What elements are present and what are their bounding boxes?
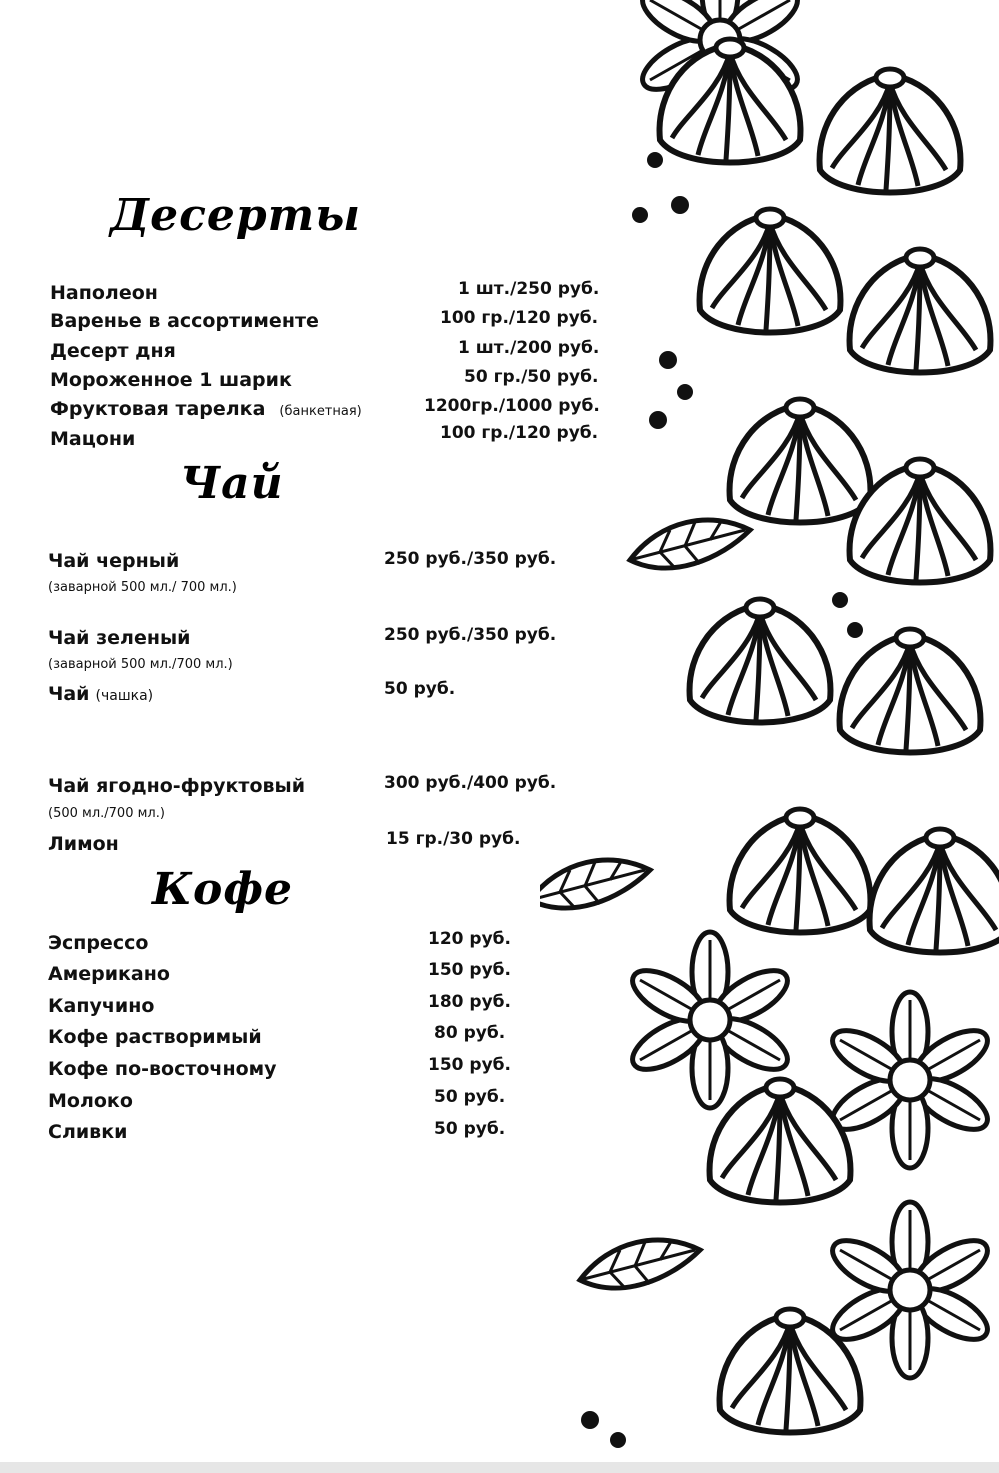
tea-price: 250 руб./350 руб. — [384, 625, 557, 645]
coffee-name: Кофе по-восточному — [48, 1058, 277, 1080]
dessert-price: 1 шт./200 руб. — [458, 338, 600, 358]
dessert-name — [50, 398, 362, 420]
coffee-title: Кофе — [152, 864, 294, 915]
tea-name: Чай зеленый — [48, 627, 191, 649]
dessert-name: Мацони — [50, 428, 136, 450]
dessert-price: 100 гр./120 руб. — [440, 308, 599, 328]
tea-price: 250 руб./350 руб. — [384, 549, 557, 569]
dessert-name: Десерт дня — [50, 340, 176, 362]
dessert-name: Наполеон — [50, 282, 158, 304]
dessert-price: 50 гр./50 руб. — [464, 367, 599, 387]
tea-name: Чай черный — [48, 550, 180, 572]
dessert-price: 1200гр./1000 руб. — [424, 396, 600, 416]
tea-note: (чашка) — [95, 688, 154, 704]
desserts-title: Десерты — [110, 190, 361, 241]
tea-name: Чай ягодно-фруктовый — [48, 775, 306, 797]
coffee-price: 80 руб. — [434, 1023, 506, 1043]
page-bottom-border — [0, 1462, 999, 1473]
tea-price: 300 руб./400 руб. — [384, 773, 557, 793]
coffee-name: Капучино — [48, 995, 155, 1017]
coffee-name: Эспрессо — [48, 932, 149, 954]
tea-price: 15 гр./30 руб. — [386, 829, 521, 849]
tea-name-text: Чай — [48, 683, 90, 705]
tea-subtitle: (заварной 500 мл./700 мл.) — [48, 657, 233, 672]
tea-name: Лимон — [48, 833, 119, 855]
dessert-price: 1 шт./250 руб. — [458, 279, 600, 299]
tea-subtitle: (заварной 500 мл./ 700 мл.) — [48, 580, 237, 595]
dessert-name-text: Фруктовая тарелка — [50, 398, 266, 420]
tea-price: 50 руб. — [384, 679, 456, 699]
dessert-name: Мороженное 1 шарик — [50, 369, 292, 391]
coffee-price: 50 руб. — [434, 1119, 506, 1139]
coffee-price: 150 руб. — [428, 960, 511, 980]
coffee-name: Американо — [48, 963, 170, 985]
tea-title: Чай — [180, 458, 284, 509]
coffee-name: Молоко — [48, 1090, 133, 1112]
coffee-name: Сливки — [48, 1121, 128, 1143]
coffee-price: 150 руб. — [428, 1055, 511, 1075]
dessert-name: Варенье в ассортименте — [50, 310, 319, 332]
dessert-note: (банкетная) — [279, 404, 362, 419]
tea-subtitle: (500 мл./700 мл.) — [48, 806, 165, 821]
coffee-price: 180 руб. — [428, 992, 511, 1012]
coffee-name: Кофе растворимый — [48, 1026, 262, 1048]
coffee-price: 120 руб. — [428, 929, 511, 949]
dessert-price: 100 гр./120 руб. — [440, 423, 599, 443]
tea-name — [48, 683, 153, 705]
dumpling-flower-illustration-icon — [540, 0, 999, 1473]
coffee-price: 50 руб. — [434, 1087, 506, 1107]
